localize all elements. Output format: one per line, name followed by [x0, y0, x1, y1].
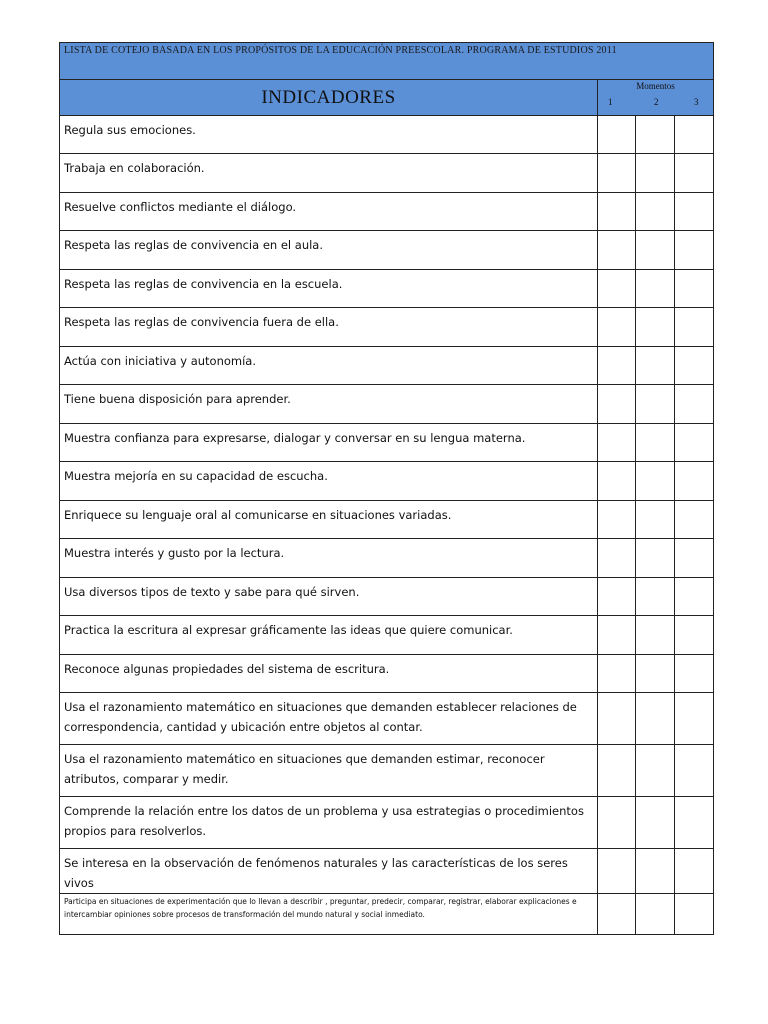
moment-1-checkbox[interactable] — [598, 655, 636, 693]
moment-2-checkbox[interactable] — [636, 894, 675, 935]
moment-2-checkbox[interactable] — [636, 193, 675, 231]
indicator-text: Enriquece su lenguaje oral al comunicarse en situaciones variadas. — [60, 501, 598, 539]
moment-3-checkbox[interactable] — [675, 308, 714, 347]
moment-1-checkbox[interactable] — [598, 693, 636, 745]
indicator-text: Resuelve conflictos mediante el diálogo. — [60, 193, 598, 231]
indicator-row — [60, 116, 714, 154]
moment-2-checkbox[interactable] — [636, 270, 675, 308]
moment-1-checkbox[interactable] — [598, 193, 636, 231]
indicator-row — [60, 745, 714, 797]
moment-3-checkbox[interactable] — [675, 894, 714, 935]
moment-3-checkbox[interactable] — [675, 693, 714, 745]
indicator-row — [60, 849, 714, 894]
indicator-text: Se interesa en la observación de fenómenos naturales y las características de los seres vivos — [60, 849, 598, 894]
indicator-row — [60, 385, 714, 424]
moment-3-checkbox[interactable] — [675, 231, 714, 270]
moment-2-checkbox[interactable] — [636, 308, 675, 347]
moments-label: Momentos — [636, 81, 675, 91]
indicator-row — [60, 462, 714, 501]
moment-3-checkbox[interactable] — [675, 385, 714, 424]
indicator-row — [60, 655, 714, 693]
moment-3-checkbox[interactable] — [675, 270, 714, 308]
moment-3-checkbox[interactable] — [675, 745, 714, 797]
moment-1-checkbox[interactable] — [598, 578, 636, 616]
moment-1-checkbox[interactable] — [598, 894, 636, 935]
indicator-row — [60, 347, 714, 385]
moment-3-checkbox[interactable] — [675, 539, 714, 578]
moment-3-checkbox[interactable] — [675, 154, 714, 193]
indicator-text: Reconoce algunas propiedades del sistema de escritura. — [60, 655, 598, 693]
indicator-text: Respeta las reglas de convivencia fuera de ella. — [60, 308, 598, 347]
indicator-row — [60, 308, 714, 347]
moment-3-checkbox[interactable] — [675, 849, 714, 894]
indicator-row — [60, 616, 714, 655]
indicator-row — [60, 270, 714, 308]
moment-2-checkbox[interactable] — [636, 693, 675, 745]
moment-2-checkbox[interactable] — [636, 578, 675, 616]
moment-3-checkbox[interactable] — [675, 193, 714, 231]
indicator-text: Usa diversos tipos de texto y sabe para qué sirven. — [60, 578, 598, 616]
moment-2-checkbox[interactable] — [636, 462, 675, 501]
moment-2-checkbox[interactable] — [636, 231, 675, 270]
moment-2-checkbox[interactable] — [636, 347, 675, 385]
indicator-row — [60, 424, 714, 462]
indicator-text: Muestra confianza para expresarse, dialogar y conversar en su lengua materna. — [60, 424, 598, 462]
indicator-text: Actúa con iniciativa y autonomía. — [60, 347, 598, 385]
indicator-text: Regula sus emociones. — [60, 116, 598, 154]
moment-3-checkbox[interactable] — [675, 347, 714, 385]
indicator-text: Trabaja en colaboración. — [60, 154, 598, 193]
moment-1-checkbox[interactable] — [598, 745, 636, 797]
moment-1-checkbox[interactable] — [598, 385, 636, 424]
indicator-text: Tiene buena disposición para aprender. — [60, 385, 598, 424]
moment-2-checkbox[interactable] — [636, 797, 675, 849]
moment-2-checkbox[interactable] — [636, 539, 675, 578]
moment-2-checkbox[interactable] — [636, 116, 675, 154]
indicator-row — [60, 539, 714, 578]
moment-3-checkbox[interactable] — [675, 501, 714, 539]
moment-3-checkbox[interactable] — [675, 616, 714, 655]
checklist-table — [59, 42, 714, 935]
moment-1-checkbox[interactable] — [598, 231, 636, 270]
indicators-heading: INDICADORES — [60, 80, 598, 116]
indicator-row — [60, 894, 714, 935]
moment-number-2: 2 — [654, 97, 659, 107]
moments-header — [598, 80, 714, 116]
moment-3-checkbox[interactable] — [675, 116, 714, 154]
moment-number-1: 1 — [608, 97, 613, 107]
checklist-banner: LISTA DE COTEJO BASADA EN LOS PROPÓSITOS DE LA EDUCACIÓN PREESCOLAR. PROGRAMA DE ESTUDIOS 2011 — [60, 43, 714, 80]
moment-3-checkbox[interactable] — [675, 797, 714, 849]
moment-2-checkbox[interactable] — [636, 154, 675, 193]
indicator-row — [60, 501, 714, 539]
moment-3-checkbox[interactable] — [675, 424, 714, 462]
indicator-row — [60, 193, 714, 231]
indicator-text: Comprende la relación entre los datos de un problema y usa estrategias o procedimientos propios para resolverlos. — [60, 797, 598, 849]
moment-1-checkbox[interactable] — [598, 270, 636, 308]
indicator-rows — [60, 116, 714, 935]
moment-1-checkbox[interactable] — [598, 616, 636, 655]
indicator-text: Respeta las reglas de convivencia en el aula. — [60, 231, 598, 270]
moment-number-3: 3 — [694, 97, 699, 107]
indicator-row — [60, 231, 714, 270]
indicator-text: Practica la escritura al expresar gráficamente las ideas que quiere comunicar. — [60, 616, 598, 655]
moment-3-checkbox[interactable] — [675, 655, 714, 693]
indicator-text: Usa el razonamiento matemático en situaciones que demanden establecer relaciones de correspondencia, cantidad y ubicación entre objetos al contar. — [60, 693, 598, 745]
moment-2-checkbox[interactable] — [636, 385, 675, 424]
moment-1-checkbox[interactable] — [598, 154, 636, 193]
indicator-row — [60, 578, 714, 616]
indicator-text: Participa en situaciones de experimentación que lo llevan a describir , preguntar, predecir, comparar, registrar, elaborar explicaciones e intercambiar opiniones sobre procesos de transformación del mundo natural y social inmediato. — [60, 894, 598, 935]
moment-3-checkbox[interactable] — [675, 578, 714, 616]
moment-2-checkbox[interactable] — [636, 849, 675, 894]
indicator-text: Muestra mejoría en su capacidad de escucha. — [60, 462, 598, 501]
moment-1-checkbox[interactable] — [598, 116, 636, 154]
moment-3-checkbox[interactable] — [675, 462, 714, 501]
moment-1-checkbox[interactable] — [598, 849, 636, 894]
moment-1-checkbox[interactable] — [598, 797, 636, 849]
moment-1-checkbox[interactable] — [598, 462, 636, 501]
indicator-text: Respeta las reglas de convivencia en la escuela. — [60, 270, 598, 308]
moment-1-checkbox[interactable] — [598, 424, 636, 462]
indicator-text: Muestra interés y gusto por la lectura. — [60, 539, 598, 578]
indicator-row — [60, 693, 714, 745]
indicator-row — [60, 797, 714, 849]
moment-2-checkbox[interactable] — [636, 616, 675, 655]
indicator-row — [60, 154, 714, 193]
moment-1-checkbox[interactable] — [598, 308, 636, 347]
moment-2-checkbox[interactable] — [636, 424, 675, 462]
moment-2-checkbox[interactable] — [636, 501, 675, 539]
moment-2-checkbox[interactable] — [636, 745, 675, 797]
indicator-text: Usa el razonamiento matemático en situaciones que demanden estimar, reconocer atributos, comparar y medir. — [60, 745, 598, 797]
moment-2-checkbox[interactable] — [636, 655, 675, 693]
moment-1-checkbox[interactable] — [598, 539, 636, 578]
moment-1-checkbox[interactable] — [598, 347, 636, 385]
moment-1-checkbox[interactable] — [598, 501, 636, 539]
